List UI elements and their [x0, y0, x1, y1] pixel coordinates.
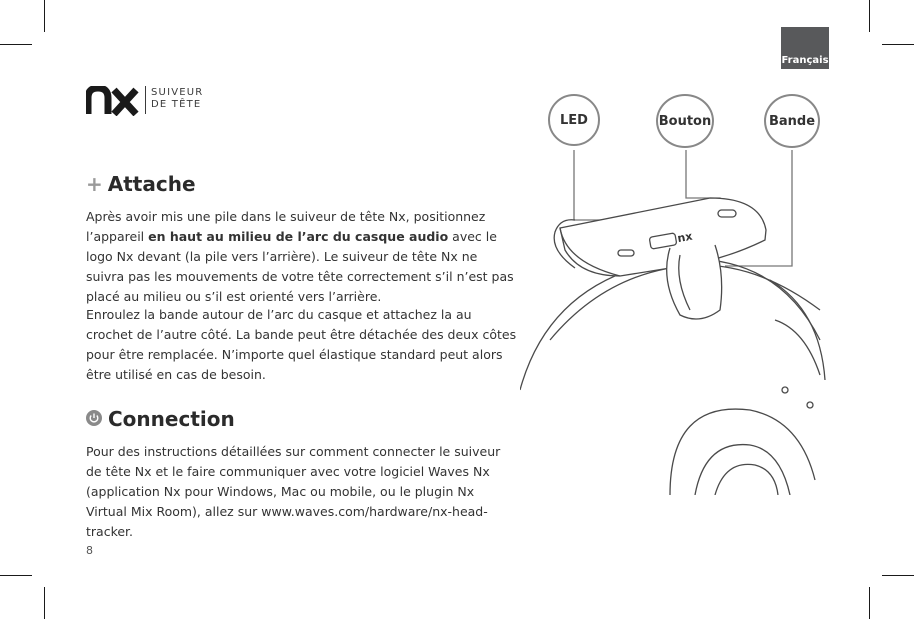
connection-paragraph: Pour des instructions détaillées sur comment connecter le suiveur de tête Nx et le faire communiquer avec votre logiciel Waves Nx (application Nx pour Windows, Mac ou mobile, ou le plugin Nx Virtual Mix Room), allez sur www.waves.com/hardware/nx-head-tracker. [86, 444, 501, 539]
attache-p1-start: Après avoir mis une pile dans le suiveur de tête Nx, positionnez l’appareil [86, 209, 486, 244]
logo-subtitle-line2: DE TÊTE [151, 99, 202, 110]
crop-mark [882, 44, 914, 45]
connection-title: Connection [108, 407, 235, 431]
headphone-illustration [520, 140, 830, 495]
callout-led-label: LED [560, 112, 588, 128]
crop-mark [44, 0, 45, 32]
crop-mark [869, 0, 870, 32]
logo-divider [145, 86, 146, 114]
logo-subtitle-line1: SUIVEUR [151, 87, 204, 98]
logo-subtitle [151, 87, 203, 111]
power-icon [86, 410, 102, 426]
language-tab [781, 27, 829, 69]
connection-heading [108, 407, 235, 431]
crop-mark [0, 575, 32, 576]
crop-mark [869, 587, 870, 619]
nx-logo [86, 86, 140, 116]
crop-mark [0, 44, 32, 45]
crop-mark [882, 575, 914, 576]
crop-mark [44, 587, 45, 619]
attache-p1-bold: en haut au milieu de l’arc du casque audio [148, 229, 449, 244]
svg-text:nx: nx [676, 229, 694, 246]
language-label: Français [781, 55, 829, 66]
attache-paragraph-2: Enroulez la bande autour de l’arc du casque et attachez la au crochet de l’autre côté. La bande peut être détachée des deux côtes pour être remplacée. N’importe quel élastique standard peut alors être utilisé en cas de besoin. [86, 307, 517, 382]
attache-heading [86, 172, 196, 196]
plus-icon: + [86, 172, 103, 196]
attache-p1-end: avec le logo Nx devant (la pile vers l’arrière). Le suiveur de tête Nx ne suivra pas les mouvements de votre tête correctement s’il n’est pas placé au milieu ou s’il est orienté vers l’arrière. [86, 229, 514, 304]
callout-bouton-label: Bouton [658, 113, 712, 129]
page-number: 8 [86, 544, 93, 557]
callout-led [548, 94, 600, 146]
callout-bande-label: Bande [768, 113, 816, 129]
attache-paragraph-1 [86, 207, 518, 307]
attache-title: Attache [107, 172, 196, 196]
